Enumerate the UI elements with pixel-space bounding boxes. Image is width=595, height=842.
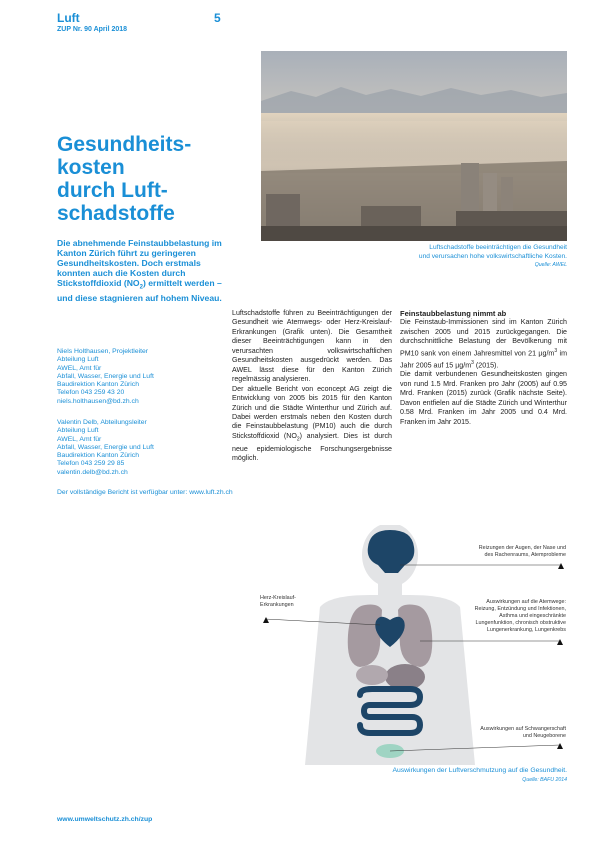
- label-head: Reizungen der Augen, der Nase und des Rachenraums, Atemprobleme: [478, 545, 566, 558]
- article-lead: Die abnehmende Feinstaubbelastung im Kanton Zürich führt zu geringeren Gesundheitskosten. Doch erstmals konnten auch die Kosten durch Stickstoffdioxid $(NO_2)$ ermittelt werden – und diese stagnieren auf hohem Niveau.: [57, 238, 222, 303]
- paragraph: Die Feinstaub-Immissionen sind im Kanton Zürich zwischen 2005 und 2015 zurückgegangen. Die durchschnittliche Belastung der Bevölkerung mit PM10 sank von einem Jahresmittel von 21 $\mu g/m^3$ im Jahr 2005 auf 15 $\mu g/m^3$ (2015).: [400, 318, 567, 369]
- body-column-2: [400, 309, 567, 427]
- section-title: Luft: [57, 11, 80, 25]
- label-heart: Herz-Kreislauf- Erkrankungen: [260, 595, 296, 608]
- health-effects-figure: [260, 525, 570, 765]
- photo-caption: [300, 244, 567, 270]
- photo-caption-line1: Luftschadstoffe beeinträchtigen die Gesundheit: [429, 244, 567, 251]
- footer-url[interactable]: www.umweltschutz.zh.ch/zup: [57, 816, 153, 823]
- report-note[interactable]: Der vollständige Bericht ist verfügbar unter: www.luft.zh.ch: [57, 489, 233, 496]
- headline-line: kosten: [57, 156, 125, 179]
- paragraph: Der aktuelle Bericht von econcept AG zeigt die Entwicklung von 2005 bis 2015 für den Kanton Zürich und die Städte Winterthur und Zürich auf. Dabei werden erstmals neben den Kosten durch die Feinstaubbelastung (PM10) auch die durch Stickstoffdioxid $(NO_2)$ analysiert. Dies ist durch neue epidemiologische Forschungsergebnisse möglich.: [232, 384, 392, 463]
- paragraph: Luftschadstoffe führen zu Beeinträchtigungen der Gesundheit wie Atemwegs- oder Herz-Kreislauf-Erkrankungen (Grafik unten). Die Gesamtheit dieser Beeinträchtigungen kann in den verursachten volkswirtschaftlichen Gesundheitskosten ausgedrückt werden. Das AWEL lässt diese für den Kanton Zürich regelmässig analysieren.: [232, 309, 392, 384]
- figure-source: Quelle: BAFU 2014: [522, 777, 567, 783]
- email-link[interactable]: valentin.delb@bd.zh.ch: [57, 468, 128, 476]
- article-headline: [57, 133, 227, 225]
- label-pregnancy: Auswirkungen auf Schwangerschaft und Neugeborene: [480, 726, 566, 739]
- headline-line: schadstoffe: [57, 202, 175, 225]
- headline-line: Gesundheits-: [57, 133, 192, 156]
- label-lungs: Auswirkungen auf die Atemwege: Reizung, Entzündung und Infektionen, Asthma und eingeschränkte Lungenfunktion, chronisch obstruktive Lungenerkrankung, Lungenkrebs: [474, 599, 566, 633]
- figure-caption: Auswirkungen der Luftverschmutzung auf die Gesundheit.: [392, 767, 567, 774]
- paragraph: Die damit verbundenen Gesundheitskosten gingen von rund 1.5 Mrd. Franken pro Jahr (2005) auf 0.95 Mrd. Franken (2015) zurück (Grafik nächste Seite). Davon entfielen auf die Städte Zürich und Winterthur 0.58 Mrd. Franken im Jahr 2005 und 0.4 Mrd. Franken im Jahr 2015.: [400, 370, 567, 426]
- headline-line: durch Luft-: [57, 179, 168, 202]
- photo-source: Quelle: AWEL: [534, 262, 567, 269]
- page-number: 5: [214, 11, 221, 25]
- contact-block-2: Valentin Delb, Abteilungsleiter Abteilung Luft AWEL, Amt für Abfall, Wasser, Energie und Luft Baudirektion Kanton Zürich Telefon 043 259 29 85 valentin.delb@bd.zh.ch: [57, 419, 229, 477]
- body-column-1: [232, 309, 392, 464]
- email-link[interactable]: niels.holthausen@bd.zh.ch: [57, 397, 139, 405]
- subheading: Feinstaubbelastung nimmt ab: [400, 309, 507, 318]
- city-smog-photo: [261, 51, 567, 241]
- contact-block-1: Niels Holthausen, Projektleiter Abteilung Luft AWEL, Amt für Abfall, Wasser, Energie und Luft Baudirektion Kanton Zürich Telefon 043 259 43 20 niels.holthausen@bd.zh.ch: [57, 348, 229, 406]
- photo-caption-line2: und verursachen hohe volkswirtschaftliche Kosten.: [418, 252, 567, 260]
- issue-label: ZUP Nr. 90 April 2018: [57, 26, 128, 33]
